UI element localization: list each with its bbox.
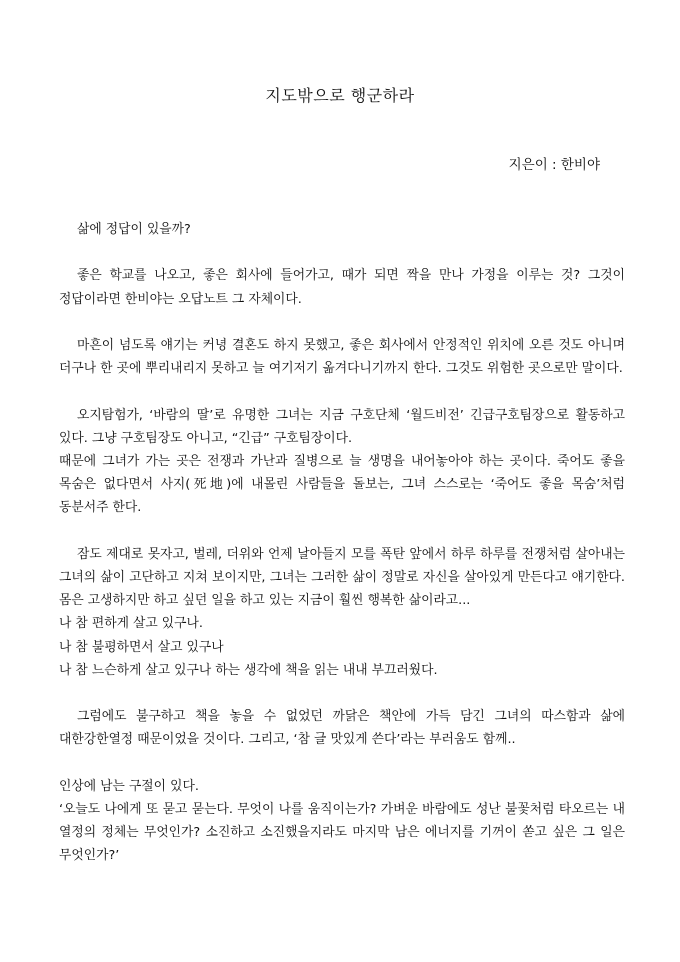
paragraph: 그럼에도 불구하고 책을 놓을 수 없었던 까닭은 책안에 가득 담긴 그녀의 따스함과 삶에 대한강한열정 때문이었을 것이다. 그리고, ‘참 글 맛있게 쓴다’라는 부러움도 함께.. bbox=[59, 709, 625, 748]
paragraph: 인상에 남는 구절이 있다. bbox=[59, 778, 199, 794]
document-author: 지은이 : 한비야 bbox=[508, 157, 600, 173]
paragraph: 좋은 학교를 나오고, 좋은 회사에 들어가고, 때가 되면 짝을 만나 가정을 이루는 것? 그것이 정답이라면 한비야는 오답노트 그 자체이다. bbox=[59, 268, 625, 307]
document-body bbox=[59, 218, 625, 868]
document-title: 지도밖으로 행군하라 bbox=[265, 86, 415, 105]
paragraph: 마흔이 넘도록 얘기는 커녕 결혼도 하지 못했고, 좋은 회사에서 안정적인 위치에 오른 것도 아니며 더구나 한 곳에 뿌리내리지 못하고 늘 여기저기 옮겨다니기까지 한다. 그것도 위험한 곳으로만 말이다. bbox=[59, 337, 625, 377]
paragraph: 때문에 그녀가 가는 곳은 전쟁과 가난과 질병으로 늘 생명을 내어놓아야 하는 곳이다. 죽어도 좋을 목숨은 없다면서 사지(死地)에 내몰린 사람들을 돌보는, 그녀 스스로는 ‘죽어도 좋을 목숨’처럼 동분서주 한다. bbox=[59, 453, 625, 516]
paragraph: 삶에 정답이 있을까? bbox=[77, 222, 191, 237]
paragraph: 나 참 불평하면서 살고 있구나 bbox=[59, 639, 224, 655]
quote-paragraph: ‘오늘도 나에게 또 묻고 묻는다. 무엇이 나를 움직이는가? 가벼운 바람에도 성난 불꽃처럼 타오르는 내 열정의 정체는 무엇인가? 소진하고 소진했을지라도 마지막 남은 에너지를 기꺼이 쏟고 싶은 그 일은 무엇인가?’ bbox=[59, 801, 625, 864]
paragraph: 나 참 느슨하게 살고 있구나 하는 생각에 책을 읽는 내내 부끄러웠다. bbox=[59, 662, 438, 678]
paragraph: 오지탐험가, ‘바람의 딸’로 유명한 그녀는 지금 구호단체 ‘월드비전’ 긴급구호팀장으로 활동하고 있다. 그냥 구호팀장도 아니고, “긴급” 구호팀장이다. bbox=[59, 407, 625, 446]
paragraph: 나 참 편하게 살고 있구나. bbox=[59, 616, 203, 632]
paragraph: 잠도 제대로 못자고, 벌레, 더위와 언제 날아들지 모를 폭탄 앞에서 하루 하루를 전쟁처럼 살아내는 그녀의 삶이 고단하고 지쳐 보이지만, 그녀는 그러한 삶이 정말로 자신을 살아있게 만든다고 얘기한다. 몸은 고생하지만 하고 싶던 일을 하고 있는 지금이 훨씬 행복한 삶이라고... bbox=[59, 546, 625, 609]
